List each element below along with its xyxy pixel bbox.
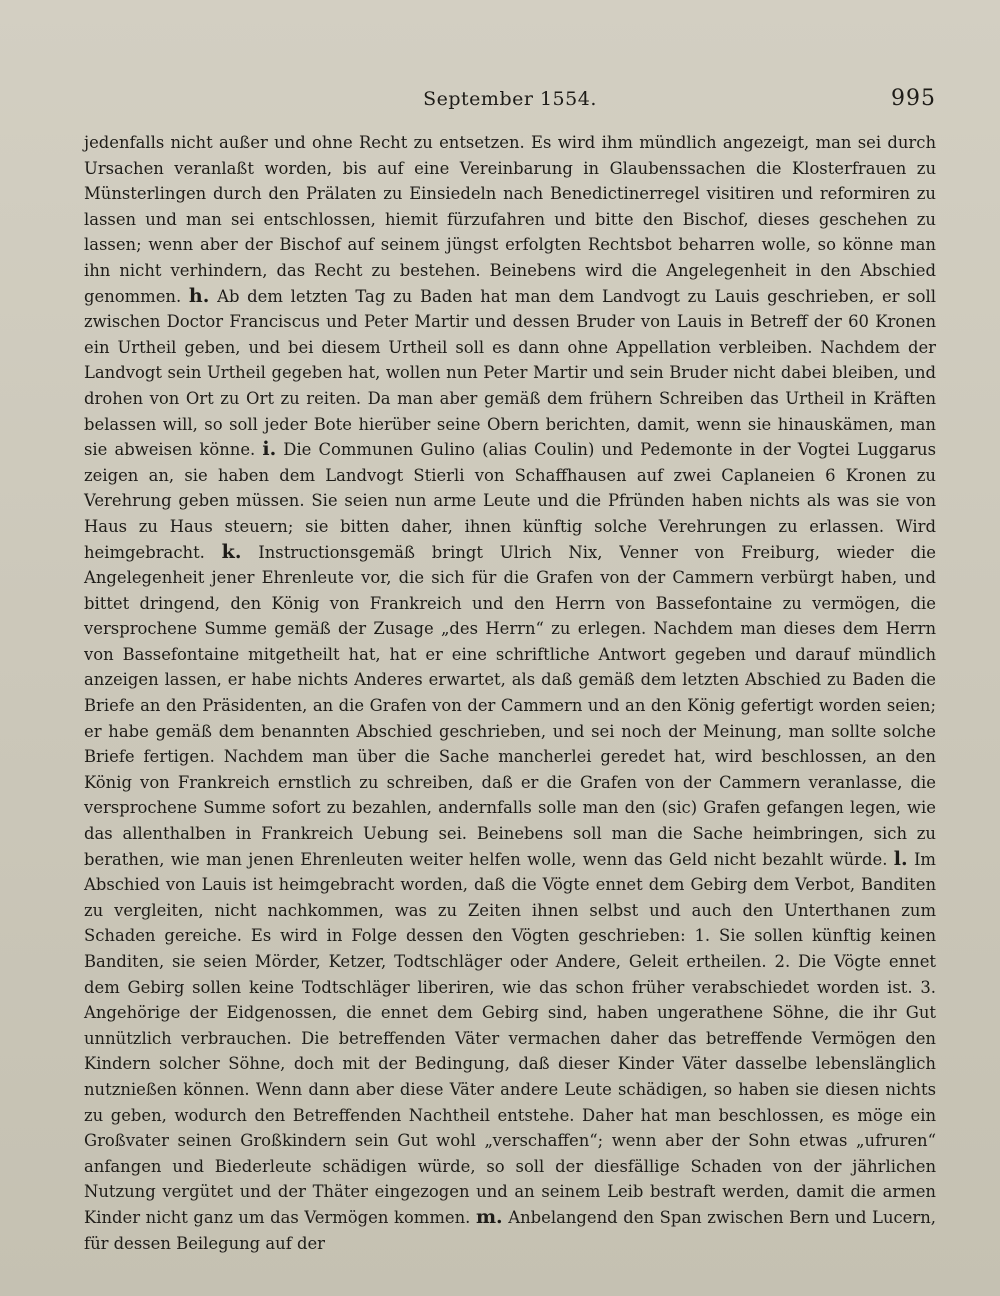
page-header	[84, 88, 936, 118]
section-marker-i: i.	[262, 438, 277, 461]
text-segment-l: Im Abschied von Lauis ist heimgebracht worden, daß die Vögte ennet dem Gebirg dem Verbot, Banditen zu vergleiten, nicht nachkommen, was zu Zeiten ihnen selbst und auch den Unterthanen zum Schaden gereiche. Es wird in Folge dessen den Vögten geschrieben: 1. Sie sollen künftig keinen Banditen, sie seien Mörder, Ketzer, Todtschläger oder Andere, Geleit ertheilen. 2. Die Vögte ennet dem Gebirg sollen keine Todtschläger liberiren, wie das schon früher verabschiedet worden ist. 3. Angehörige der Eidgenossen, die ennet dem Gebirg sind, haben ungerathene Söhne, die ihr Gut unnützlich verbrauchen. Die betreffenden Väter vermachen daher das betreffende Vermögen den Kindern solcher Söhne, doch mit der Bedingung, daß dieser Kinder Väter dasselbe lebenslänglich nutznießen können. Wenn dann aber diese Väter andere Leute schädigen, so haben sie diesen nichts zu geben, wodurch den Betreffenden Nachtheil entstehe. Daher hat man beschlossen, es möge ein Großvater seinen Großkindern sein Gut wohl „verschaffen“; wenn aber der Sohn etwas „ufruren“ anfangen und Biederleute schädigen würde, so soll der diesfällige Schaden von der jährlichen Nutzung vergütet und der Thäter eingezogen und an seinem Leib bestraft werden, damit die armen Kinder nicht ganz um das Vermögen kommen.	[84, 849, 936, 1227]
page-number: 995	[891, 86, 936, 111]
section-marker-h: h.	[188, 284, 210, 307]
text-segment-i: Die Communen Gulino (alias Coulin) und Pedemonte in der Vogtei Luggarus zeigen an, sie haben dem Landvogt Stierli von Schaffhausen auf zwei Caplaneien 6 Kronen zu Verehrung geben müssen. Sie seien nun arme Leute und die Pfründen haben nichts als was sie von Haus zu Haus steuern; sie bitten daher, ihnen künftig solche Verehrungen zu erlassen. Wird heimgebracht.	[84, 440, 936, 562]
section-marker-l: l.	[893, 847, 908, 870]
body-paragraph	[84, 130, 936, 1256]
section-marker-m: m.	[475, 1205, 503, 1228]
running-head: September 1554.	[423, 88, 597, 110]
text-segment-m: Anbelangend den Span zwischen Bern und Lucern, für dessen Beilegung auf der	[84, 1207, 936, 1253]
text-segment-k: Instructionsgemäß bringt Ulrich Nix, Venner von Freiburg, wieder die Angelegenheit jener Ehrenleute vor, die sich für die Grafen von der Cammern verbürgt haben, und bittet dringend, den König von Frankreich und den Herrn von Bassefontaine zu vermögen, die versprochene Summe gemäß der Zusage „des Herrn“ zu erlegen. Nachdem man dieses dem Herrn von Bassefontaine mitgetheilt hat, hat er eine schriftliche Antwort gegeben und darauf mündlich anzeigen lassen, er habe nichts Anderes erwartet, als daß gemäß dem letzten Abschied zu Baden die Briefe an den Präsidenten, an die Grafen von der Cammern und an den König gefertigt worden seien; er habe gemäß dem benannten Abschied geschrieben, und sei noch der Meinung, man sollte solche Briefe fertigen. Nachdem man über die Sache mancherlei geredet hat, wird beschlossen, an den König von Frankreich ernstlich zu schreiben, daß er die Grafen von der Cammern veranlasse, die versprochene Summe sofort zu bezahlen, andernfalls solle man den (sic) Grafen gefangen legen, wie das allenthalben in Frankreich Uebung sei. Beinebens soll man die Sache heimbringen, sich zu berathen, wie man jenen Ehrenleuten weiter helfen wolle, wenn das Geld nicht bezahlt würde.	[84, 542, 936, 869]
text-segment-intro: jedenfalls nicht außer und ohne Recht zu entsetzen. Es wird ihm mündlich angezeigt, man sei durch Ursachen veranlaßt worden, bis auf eine Vereinbarung in Glaubenssachen die Klosterfrauen zu Münsterlingen durch den Prälaten zu Einsiedeln nach Benedictinerregel visitiren und reformiren zu lassen und man sei entschlossen, hiemit fürzufahren und bitte den Bischof, dieses geschehen zu lassen; wenn aber der Bischof auf seinem jüngst erfolgten Rechtsbot beharren wolle, so könne man ihn nicht verhindern, das Recht zu bestehen. Beinebens wird die Angelegenheit in den Abschied genommen.	[84, 133, 936, 306]
text-segment-h: Ab dem letzten Tag zu Baden hat man dem Landvogt zu Lauis geschrieben, er soll zwischen Doctor Franciscus und Peter Martir und dessen Bruder von Lauis in Betreff der 60 Kronen ein Urtheil geben, und bei diesem Urtheil soll es dann ohne Appellation verbleiben. Nachdem der Landvogt sein Urtheil gegeben hat, wollen nun Peter Martir und sein Bruder nicht dabei bleiben, und drohen von Ort zu Ort zu reiten. Da man aber gemäß dem frühern Schreiben das Urtheil in Kräften belassen will, so soll jeder Bote hierüber seine Obern berichten, damit, wenn sie hinauskämen, man sie abweisen könne.	[84, 286, 937, 460]
section-marker-k: k.	[221, 540, 242, 563]
